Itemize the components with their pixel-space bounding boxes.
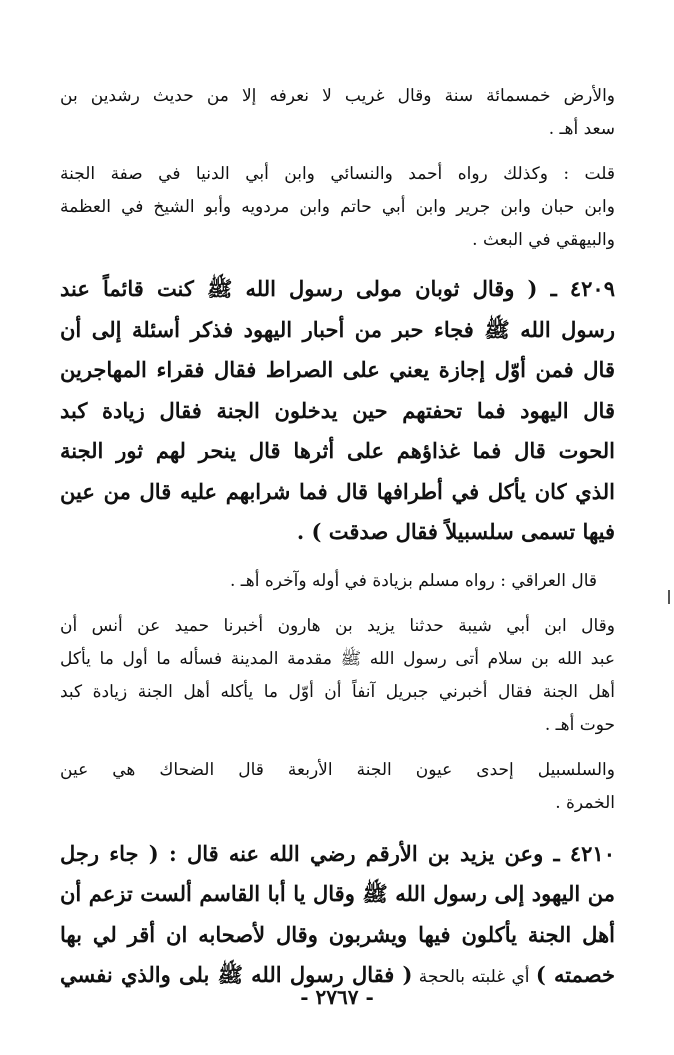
- commentary-fragment: أي غلبته بالحجة: [412, 967, 536, 987]
- hadith-fragment: ( فقال رسول الله ﷺ بلى والذي نفسي: [60, 962, 413, 987]
- hadith-line: رسول الله ﷺ فجاء حبر من أحبار اليهود فذكر أسئلة إلى أن: [60, 316, 615, 342]
- hadith-4209: [60, 269, 615, 553]
- text-line: قال العراقي : رواه مسلم بزيادة في أوله وآخره أهـ .: [229, 570, 597, 591]
- text-line: والسلسبيل إحدى عيون الجنة الأربعة قال الضحاك هي عين: [60, 759, 615, 780]
- hadith-line: قال اليهود فما تحفتهم حين يدخلون الجنة فقال زيادة كبد: [60, 397, 615, 423]
- hadith-line: الحوت قال فما غذاؤهم على أثرها قال ينحر لهم ثور الجنة: [60, 438, 615, 463]
- text-line: وابن حبان وابن جرير وابن أبي حاتم وابن مردويه وأبو الشيخ في العظمة: [60, 197, 615, 217]
- hadith-line: فيها تسمى سلسبيلاً فقال صدقت ) .: [296, 519, 615, 544]
- page-number: - ٢٧٦٧ -: [300, 985, 374, 1009]
- hadith-line: الذي كان يأكل في أطرافها قال فما شرابهم عليه قال من عين: [60, 478, 615, 504]
- text-line: والأرض خمسمائة سنة وقال غريب لا نعرفه إلا من حديث رشدين بن: [60, 86, 615, 106]
- hadith-line: قال فمن أوّل إجازة يعني على الصراط فقال فقراء المهاجرين: [60, 357, 615, 382]
- paragraph-salsabil: [60, 754, 615, 820]
- text-line: حوت أهـ .: [544, 714, 615, 735]
- text-line: سعد أهـ .: [548, 119, 615, 139]
- paragraph-iraqi: [60, 565, 615, 598]
- paragraph-ibn-abi-shaybah: [60, 610, 615, 742]
- scan-edge-mark: [668, 590, 670, 604]
- hadith-line: ٤٢١٠ ـ وعن يزيد بن الأرقم رضي الله عنه قال : ( جاء رجل: [60, 840, 615, 866]
- text-line: الخمرة .: [555, 792, 615, 813]
- text-line: والبيهقي في البعث .: [472, 230, 615, 250]
- hadith-fragment: خصمته ): [535, 962, 615, 987]
- hadith-line: من اليهود إلى رسول الله ﷺ وقال يا أبا القاسم ألست تزعم أن: [60, 881, 615, 906]
- text-line: قلت : وكذلك رواه أحمد والنسائي وابن أبي الدنيا في صفة الجنة: [60, 164, 615, 184]
- hadith-4210: [60, 834, 615, 998]
- paragraph-qult: [60, 158, 615, 257]
- page-body: [60, 80, 615, 998]
- text-line: أهل الجنة فقال أخبرني جبريل آنفاً أن أوّل ما يأكله أهل الجنة زيادة كبد: [60, 681, 615, 702]
- text-line: وقال ابن أبي شيبة حدثنا يزيد بن هارون أخبرنا حميد عن أنس أن: [60, 615, 615, 636]
- hadith-line: أهل الجنة يأكلون فيها ويشربون وقال لأصحابه ان أقر لي بها: [60, 921, 615, 947]
- text-line: عبد الله بن سلام أتى رسول الله ﷺ مقدمة المدينة فسأله ما أول ما يأكل: [60, 648, 615, 669]
- hadith-line: ٤٢٠٩ ـ ( وقال ثوبان مولى رسول الله ﷺ كنت قائماً عند: [60, 276, 615, 301]
- paragraph-continuation: [60, 80, 615, 146]
